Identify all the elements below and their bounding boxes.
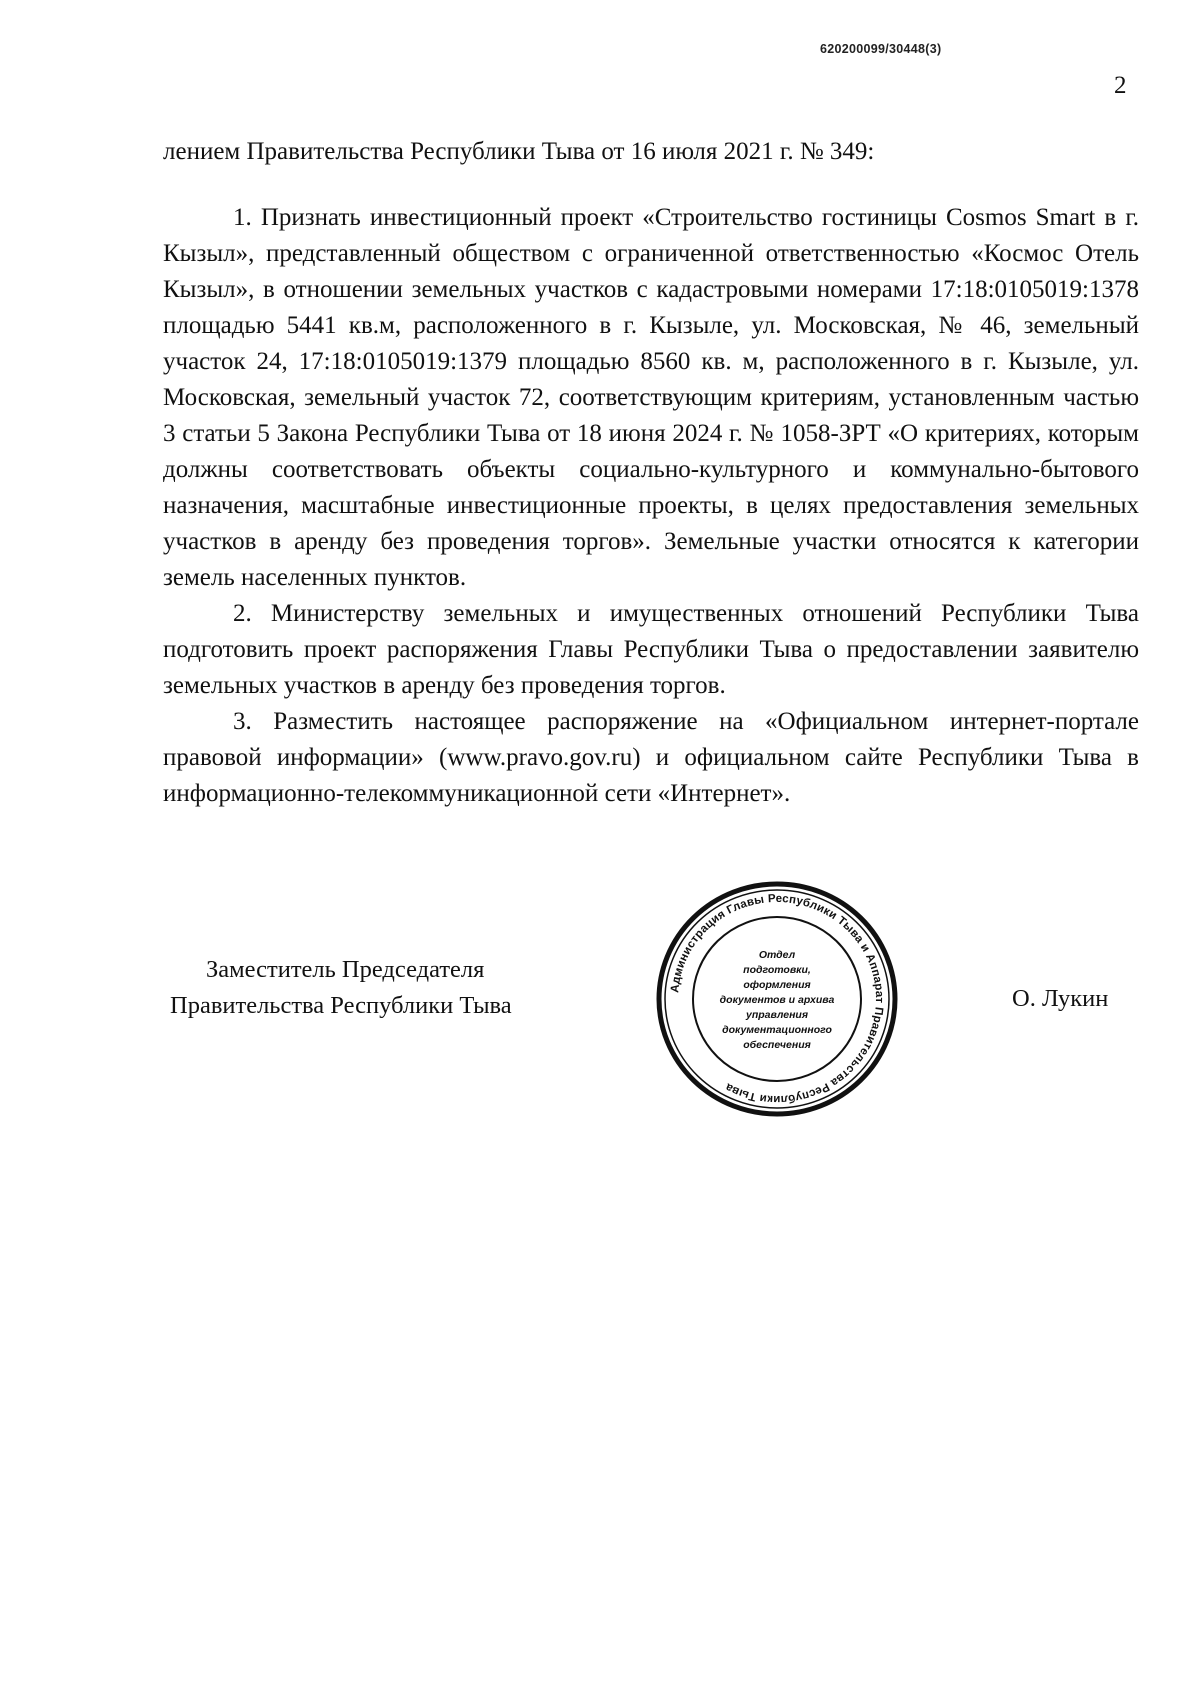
position-line-1: Заместитель Председателя [206, 956, 485, 983]
stamp-graphic [652, 880, 902, 1118]
signer-name: О. Лукин [1012, 985, 1109, 1012]
stamp-line-3: оформления [743, 979, 811, 991]
stamp-line-2: подготовки, [743, 964, 811, 976]
official-stamp [652, 880, 902, 1118]
stamp-line-4: документов и архива [719, 994, 835, 1006]
resolution-items [163, 200, 1139, 812]
position-line-2: Правительства Республики Тыва [170, 992, 512, 1019]
stamp-line-7: обеспечения [743, 1039, 811, 1051]
stamp-line-6: документационного [722, 1024, 832, 1036]
stamp-ring-text: Администрация Главы Республики Тыва и Аппарат Правительства Республики Тыва [669, 892, 886, 1106]
item-1: 1. Признать инвестиционный проект «Строительство гостиницы Cosmos Smart в г. Кызыл», представленный обществом с ограниченной ответственностью «Космос Отель Кызыл», в отношении земельных участков с кадастровыми номерами 17:18:0105019:1378 площадью 5441 кв.м, расположенного в г. Кызыле, ул. Московская, № 46, земельный участок 24, 17:18:0105019:1379 площадью 8560 кв. м, расположенного в г. Кызыле, ул. Московская, земельный участок 72, соответствующим критериям, установленным частью 3 статьи 5 Закона Республики Тыва от 18 июня 2024 г. № 1058-ЗРТ «О критериях, которым должны соответствовать объекты социально-культурного и коммунально-бытового назначения, масштабные инвестиционные проекты, в целях предоставления земельных участков в аренду без проведения торгов». Земельные участки относятся к категории земель населенных пунктов. [163, 204, 1139, 591]
item-3: 3. Разместить настоящее распоряжение на «Официальном интернет-портале правовой информации» (www.pravo.gov.ru) и официальном сайте Республики Тыва в информационно-телекоммуникационной сети «Интернет». [163, 708, 1139, 807]
item-2: 2. Министерству земельных и имущественных отношений Республики Тыва подготовить проект распоряжения Главы Республики Тыва о предоставлении заявителю земельных участков в аренду без проведения торгов. [163, 600, 1139, 699]
page-number: 2 [1114, 72, 1127, 99]
document-code: 620200099/30448(3) [820, 42, 942, 56]
stamp-line-1: Отдел [758, 949, 796, 961]
stamp-line-5: управления [745, 1009, 809, 1021]
signature-position [170, 952, 512, 1024]
lead-text: лением Правительства Республики Тыва от 16 июля 2021 г. № 349: [163, 138, 875, 165]
